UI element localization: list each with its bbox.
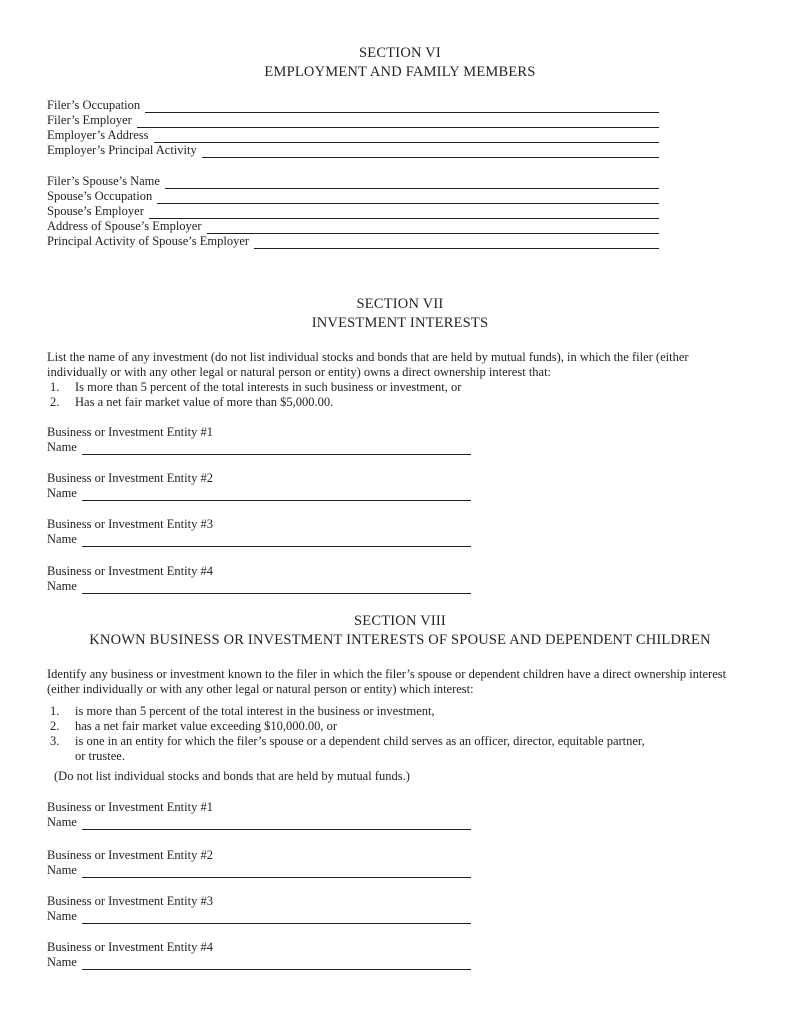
section-viii-intro: Identify any business or investment known to the filer in which the filer’s spouse or dependent children have a direct ownership interest (either individually or with any other legal or natural person or entity) which interest: xyxy=(47,667,727,696)
section-vi-header xyxy=(0,44,800,82)
spouse-employer-activity-input[interactable] xyxy=(254,237,659,249)
list-item xyxy=(50,734,650,764)
entity-title: Business or Investment Entity #1 xyxy=(47,800,213,814)
spouse-name-field xyxy=(47,174,659,189)
entity-title: Business or Investment Entity #3 xyxy=(47,517,213,531)
filer-occupation-field xyxy=(47,98,659,113)
filer-employer-field xyxy=(47,113,659,128)
list-number: 1. xyxy=(50,380,60,394)
field-label: Filer’s Spouse’s Name xyxy=(47,174,160,188)
spouse-employer-activity-field xyxy=(47,234,659,249)
filer-occupation-input[interactable] xyxy=(145,101,659,113)
entity-name-label: Name xyxy=(47,579,77,593)
entity-name-input[interactable] xyxy=(82,958,471,970)
section-viii-entity-1 xyxy=(47,800,471,830)
section-viii-entity-3 xyxy=(47,894,471,924)
list-text: is one in an entity for which the filer’s spouse or a dependent child serves as an officer, director, equitable partner, or trustee. xyxy=(75,734,645,763)
field-label: Filer’s Occupation xyxy=(47,98,141,112)
entity-name-label: Name xyxy=(47,440,77,454)
list-text: Is more than 5 percent of the total interests in such business or investment, or xyxy=(75,380,462,394)
entity-name-input[interactable] xyxy=(82,443,471,455)
section-vii-intro: List the name of any investment (do not list individual stocks and bonds that are held by mutual funds), in which the filer (either individually or with any other legal or natural person or entity) owns a direct ownership interest that: xyxy=(47,350,689,379)
section-vii-subtitle: INVESTMENT INTERESTS xyxy=(311,315,489,331)
section-vii-header xyxy=(0,295,800,333)
entity-title: Business or Investment Entity #3 xyxy=(47,894,213,908)
entity-name-row xyxy=(47,579,471,594)
section-vii-entity-3 xyxy=(47,517,471,547)
spouse-employer-field xyxy=(47,204,659,219)
list-number: 2. xyxy=(50,395,60,409)
list-number: 3. xyxy=(50,734,60,748)
entity-title: Business or Investment Entity #4 xyxy=(47,564,213,578)
entity-name-label: Name xyxy=(47,955,77,969)
entity-title: Business or Investment Entity #4 xyxy=(47,940,213,954)
entity-name-row xyxy=(47,815,471,830)
entity-name-row xyxy=(47,532,471,547)
entity-name-input[interactable] xyxy=(82,912,471,924)
list-text: has a net fair market value exceeding $10,000.00, or xyxy=(75,719,338,733)
entity-name-row xyxy=(47,486,471,501)
section-vii-entity-1 xyxy=(47,425,471,455)
entity-name-row xyxy=(47,955,471,970)
section-viii-title: SECTION VIII xyxy=(354,613,446,629)
employer-address-field xyxy=(47,128,659,143)
list-item xyxy=(50,719,650,734)
entity-name-input[interactable] xyxy=(82,582,471,594)
entity-title: Business or Investment Entity #2 xyxy=(47,848,213,862)
section-viii-entity-2 xyxy=(47,848,471,878)
section-viii-entity-4 xyxy=(47,940,471,970)
section-viii-subtitle: KNOWN BUSINESS OR INVESTMENT INTERESTS OF SPOUSE AND DEPENDENT CHILDREN xyxy=(89,632,711,648)
section-vi-subtitle: EMPLOYMENT AND FAMILY MEMBERS xyxy=(264,64,536,80)
entity-title: Business or Investment Entity #2 xyxy=(47,471,213,485)
list-item xyxy=(50,380,690,395)
filer-employer-input[interactable] xyxy=(137,116,659,128)
entity-name-label: Name xyxy=(47,815,77,829)
entity-name-label: Name xyxy=(47,863,77,877)
spouse-employer-address-input[interactable] xyxy=(207,222,660,234)
entity-name-input[interactable] xyxy=(82,866,471,878)
entity-name-label: Name xyxy=(47,532,77,546)
list-number: 2. xyxy=(50,719,60,733)
section-vii-criteria-list xyxy=(50,380,690,410)
field-label: Principal Activity of Spouse’s Employer xyxy=(47,234,250,248)
section-viii-header xyxy=(0,612,800,650)
section-vii-entity-2 xyxy=(47,471,471,501)
field-label: Filer’s Employer xyxy=(47,113,132,127)
field-label: Spouse’s Employer xyxy=(47,204,144,218)
entity-name-input[interactable] xyxy=(82,818,471,830)
list-item xyxy=(50,704,650,719)
spouse-employer-address-field xyxy=(47,219,659,234)
field-label: Spouse’s Occupation xyxy=(47,189,153,203)
list-text: Has a net fair market value of more than $5,000.00. xyxy=(75,395,334,409)
section-vii-title: SECTION VII xyxy=(356,296,444,312)
section-vi-title: SECTION VI xyxy=(359,45,441,61)
entity-name-input[interactable] xyxy=(82,535,471,547)
field-label: Employer’s Principal Activity xyxy=(47,143,197,157)
entity-name-row xyxy=(47,440,471,455)
employer-principal-activity-input[interactable] xyxy=(202,146,659,158)
entity-name-row xyxy=(47,909,471,924)
spouse-name-input[interactable] xyxy=(165,177,659,189)
entity-name-label: Name xyxy=(47,486,77,500)
field-label: Address of Spouse’s Employer xyxy=(47,219,202,233)
spouse-occupation-field xyxy=(47,189,659,204)
list-text: is more than 5 percent of the total interest in the business or investment, xyxy=(75,704,435,718)
field-label: Employer’s Address xyxy=(47,128,149,142)
list-number: 1. xyxy=(50,704,60,718)
spouse-employer-input[interactable] xyxy=(149,207,659,219)
spouse-occupation-input[interactable] xyxy=(157,192,659,204)
employer-principal-activity-field xyxy=(47,143,659,158)
section-viii-criteria-list xyxy=(50,704,650,764)
section-viii-note: (Do not list individual stocks and bonds that are held by mutual funds.) xyxy=(54,769,410,783)
employer-address-input[interactable] xyxy=(154,131,660,143)
entity-name-input[interactable] xyxy=(82,489,471,501)
section-vii-entity-4 xyxy=(47,564,471,594)
entity-name-row xyxy=(47,863,471,878)
entity-title: Business or Investment Entity #1 xyxy=(47,425,213,439)
list-item xyxy=(50,395,690,410)
entity-name-label: Name xyxy=(47,909,77,923)
